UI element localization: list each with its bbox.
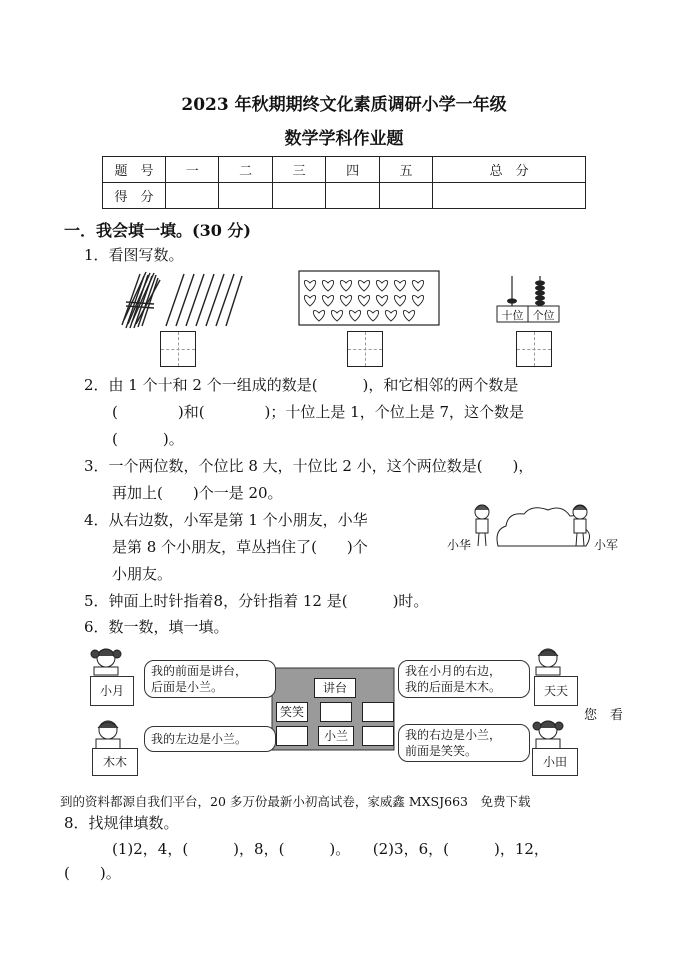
- score-entry-cell[interactable]: [166, 183, 219, 209]
- question-4-line-2: 是第 8 个小朋友，草丛挡住了( )个: [112, 538, 368, 556]
- single-sticks-icon: [166, 274, 242, 326]
- table-cell: 四: [326, 157, 379, 183]
- seat-xiaoxiao: 笑笑: [276, 702, 308, 722]
- speech-text: 我的左边是小兰。: [151, 732, 248, 746]
- score-entry-cell[interactable]: [272, 183, 325, 209]
- question-5: 5．钟面上时针指着8，分针指着 12 是( )时。: [84, 592, 429, 610]
- question-8: 8．找规律填数。: [64, 814, 179, 832]
- question-8-line-2: ( )。: [64, 864, 121, 882]
- page-subtitle: 数学学科作业题: [284, 129, 404, 149]
- score-entry-cell[interactable]: [326, 183, 379, 209]
- seat-empty[interactable]: [362, 702, 394, 722]
- question-4-line-1: 4．从右边数，小军是第 1 个小朋友，小华: [84, 511, 368, 529]
- desk-mumu: 木木: [92, 748, 138, 776]
- speech-text: 我在小月的右边， 我的后面是木木。: [405, 664, 502, 694]
- hearts-figure: [298, 270, 440, 326]
- table-cell: 总 分: [433, 157, 586, 183]
- answer-box[interactable]: [516, 331, 552, 367]
- table-cell: 二: [219, 157, 272, 183]
- score-table-score-row: [103, 183, 586, 209]
- ad-text: 到的资料都源自我们平台，20 多万份最新小初高试卷，家威鑫 MXSJ663 免费下载: [60, 794, 531, 809]
- speech-bubble-xiaotian: [398, 724, 530, 762]
- score-table-header-row: [103, 157, 586, 183]
- score-entry-cell[interactable]: [433, 183, 586, 209]
- table-cell: 题 号: [103, 157, 166, 183]
- desk-xiaotian: 小田: [532, 748, 578, 776]
- desk-xiaoyue: 小月: [90, 676, 134, 706]
- speech-text: 我的前面是讲台， 后面是小兰。: [151, 664, 248, 694]
- child-icon: [536, 649, 560, 675]
- answer-box[interactable]: [160, 331, 196, 367]
- answer-box[interactable]: [347, 331, 383, 367]
- child-icon: [475, 505, 489, 546]
- name-xiaojun: 小军: [594, 538, 619, 552]
- abacus-label-tens: 十位: [501, 309, 524, 322]
- table-cell: 三: [272, 157, 325, 183]
- name-xiaohua: 小华: [447, 538, 472, 552]
- question-6: 6．数一数，填一填。: [84, 618, 229, 636]
- seat-empty[interactable]: [276, 726, 308, 746]
- sticks-figure: [118, 270, 243, 332]
- speech-bubble-mumu: [144, 726, 276, 752]
- table-cell: 一: [166, 157, 219, 183]
- seat-empty[interactable]: [362, 726, 394, 746]
- child-icon: [91, 649, 121, 675]
- bundle-of-sticks-icon: [122, 272, 160, 328]
- page-title: 2023 年秋期期终文化素质调研小学一年级: [181, 95, 507, 115]
- question-2-line-1: 2．由 1 个十和 2 个一组成的数是( )，和它相邻的两个数是: [84, 376, 519, 394]
- seat-podium: 讲台: [314, 678, 356, 698]
- table-cell: 得 分: [103, 183, 166, 209]
- speech-bubble-tiantian: [398, 660, 530, 698]
- desk-tiantian: 天天: [534, 676, 578, 706]
- score-table: [102, 156, 586, 209]
- child-icon: [96, 721, 120, 749]
- section-heading: 一．我会填一填。(30 分): [64, 221, 251, 240]
- abacus-label-ones: 个位: [532, 309, 555, 322]
- question-3-line-2: 再加上( )个一是 20。: [112, 484, 283, 502]
- seat-xiaolan: 小兰: [318, 726, 354, 746]
- question-3-line-1: 3．一个两位数，个位比 8 大，十位比 2 小，这个两位数是( )，: [84, 457, 534, 475]
- score-entry-cell[interactable]: [379, 183, 432, 209]
- score-entry-cell[interactable]: [219, 183, 272, 209]
- question-2-line-2: ( )和( )；十位上是 1，个位上是 7，这个数是: [112, 403, 525, 421]
- seat-empty[interactable]: [320, 702, 352, 722]
- question-8-line-1: (1)2，4，( )，8，( )。 (2)3，6，( )，12，: [112, 840, 549, 858]
- question-4-line-3: 小朋友。: [112, 565, 173, 583]
- speech-text: 我的右边是小兰， 前面是笑笑。: [405, 728, 502, 758]
- speech-bubble-xiaoyue: [144, 660, 276, 698]
- table-cell: 五: [379, 157, 432, 183]
- question-1: 1．看图写数。: [84, 246, 184, 264]
- question-2-line-3: ( )。: [112, 430, 184, 448]
- abacus-bead-icon: [507, 280, 545, 305]
- child-icon: [533, 721, 563, 749]
- ad-text-tail: 您 看: [584, 708, 624, 723]
